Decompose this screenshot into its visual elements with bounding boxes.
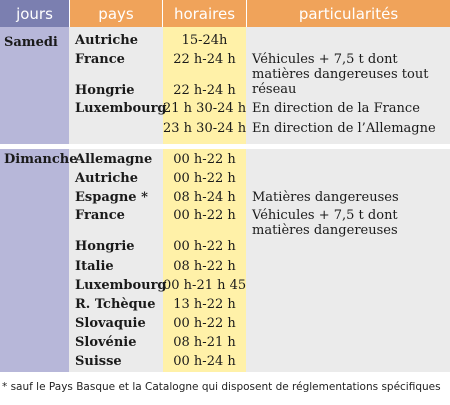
hours-cell: 08 h-24 h	[173, 190, 236, 205]
country-cell: Autriche	[75, 33, 138, 48]
hours-cell: 08 h-21 h	[173, 335, 236, 350]
country-cell: R. Tchèque	[75, 297, 156, 312]
hours-cell: 00 h-22 h	[173, 316, 236, 331]
country-cell: Luxembourg	[75, 101, 167, 116]
hours-cell: 22 h-24 h	[173, 52, 236, 67]
country-cell: Espagne *	[75, 190, 148, 205]
country-cell: Slovénie	[75, 335, 137, 350]
table-row	[0, 33, 450, 54]
hours-cell: 15-24h	[181, 33, 228, 48]
note-cell: Véhicules + 7,5 t dont matières dangereuses	[252, 208, 398, 238]
day-label-dimanche: Dimanche	[4, 152, 78, 167]
hours-cell: 00 h-24 h	[173, 354, 236, 369]
day-label-samedi: Samedi	[4, 35, 58, 50]
hours-cell: 22 h-24 h	[173, 83, 236, 98]
section-dimanche	[0, 149, 450, 372]
note-cell: Matières dangereuses	[252, 190, 399, 205]
table-row	[0, 208, 450, 238]
country-cell: Slovaquie	[75, 316, 146, 331]
table-row	[0, 354, 450, 375]
table-row	[0, 121, 450, 142]
hours-cell: 00 h-22 h	[173, 152, 236, 167]
header-particularites: particularités	[247, 0, 450, 27]
table-row	[0, 316, 450, 337]
table-row	[0, 259, 450, 280]
country-cell: Allemagne	[75, 152, 153, 167]
header-horaires: horaires	[163, 0, 246, 27]
country-cell: Autriche	[75, 171, 138, 186]
hours-cell: 13 h-22 h	[173, 297, 236, 312]
hours-cell: 23 h 30-24 h	[163, 121, 247, 136]
table-row	[0, 297, 450, 318]
country-cell: France	[75, 208, 125, 223]
table-row	[0, 152, 450, 173]
country-cell: Luxembourg	[75, 278, 167, 293]
country-cell: France	[75, 52, 125, 67]
table-row	[0, 171, 450, 192]
hours-cell: 00 h-22 h	[173, 239, 236, 254]
hours-cell: 00 h-21 h 45	[163, 278, 247, 293]
footnote: * sauf le Pays Basque et la Catalogne qui disposent de réglementations spécifiques	[2, 381, 441, 393]
header-pays: pays	[70, 0, 162, 27]
table-row	[0, 239, 450, 260]
hours-cell: 00 h-22 h	[173, 208, 236, 223]
table-row	[0, 101, 450, 122]
hours-cell: 08 h-22 h	[173, 259, 236, 274]
table-row	[0, 278, 450, 299]
note-cell: En direction de la France	[252, 101, 420, 116]
note-cell: Véhicules + 7,5 t dont matières dangereuses tout réseau	[252, 52, 429, 97]
country-cell: Suisse	[75, 354, 122, 369]
table-row	[0, 335, 450, 356]
note-cell: En direction de l’Allemagne	[252, 121, 436, 136]
country-cell: Italie	[75, 259, 114, 274]
header-jours: jours	[0, 0, 69, 27]
section-samedi	[0, 27, 450, 144]
hours-cell: 21 h 30-24 h	[163, 101, 247, 116]
country-cell: Hongrie	[75, 239, 135, 254]
country-cell: Hongrie	[75, 83, 135, 98]
hours-cell: 00 h-22 h	[173, 171, 236, 186]
